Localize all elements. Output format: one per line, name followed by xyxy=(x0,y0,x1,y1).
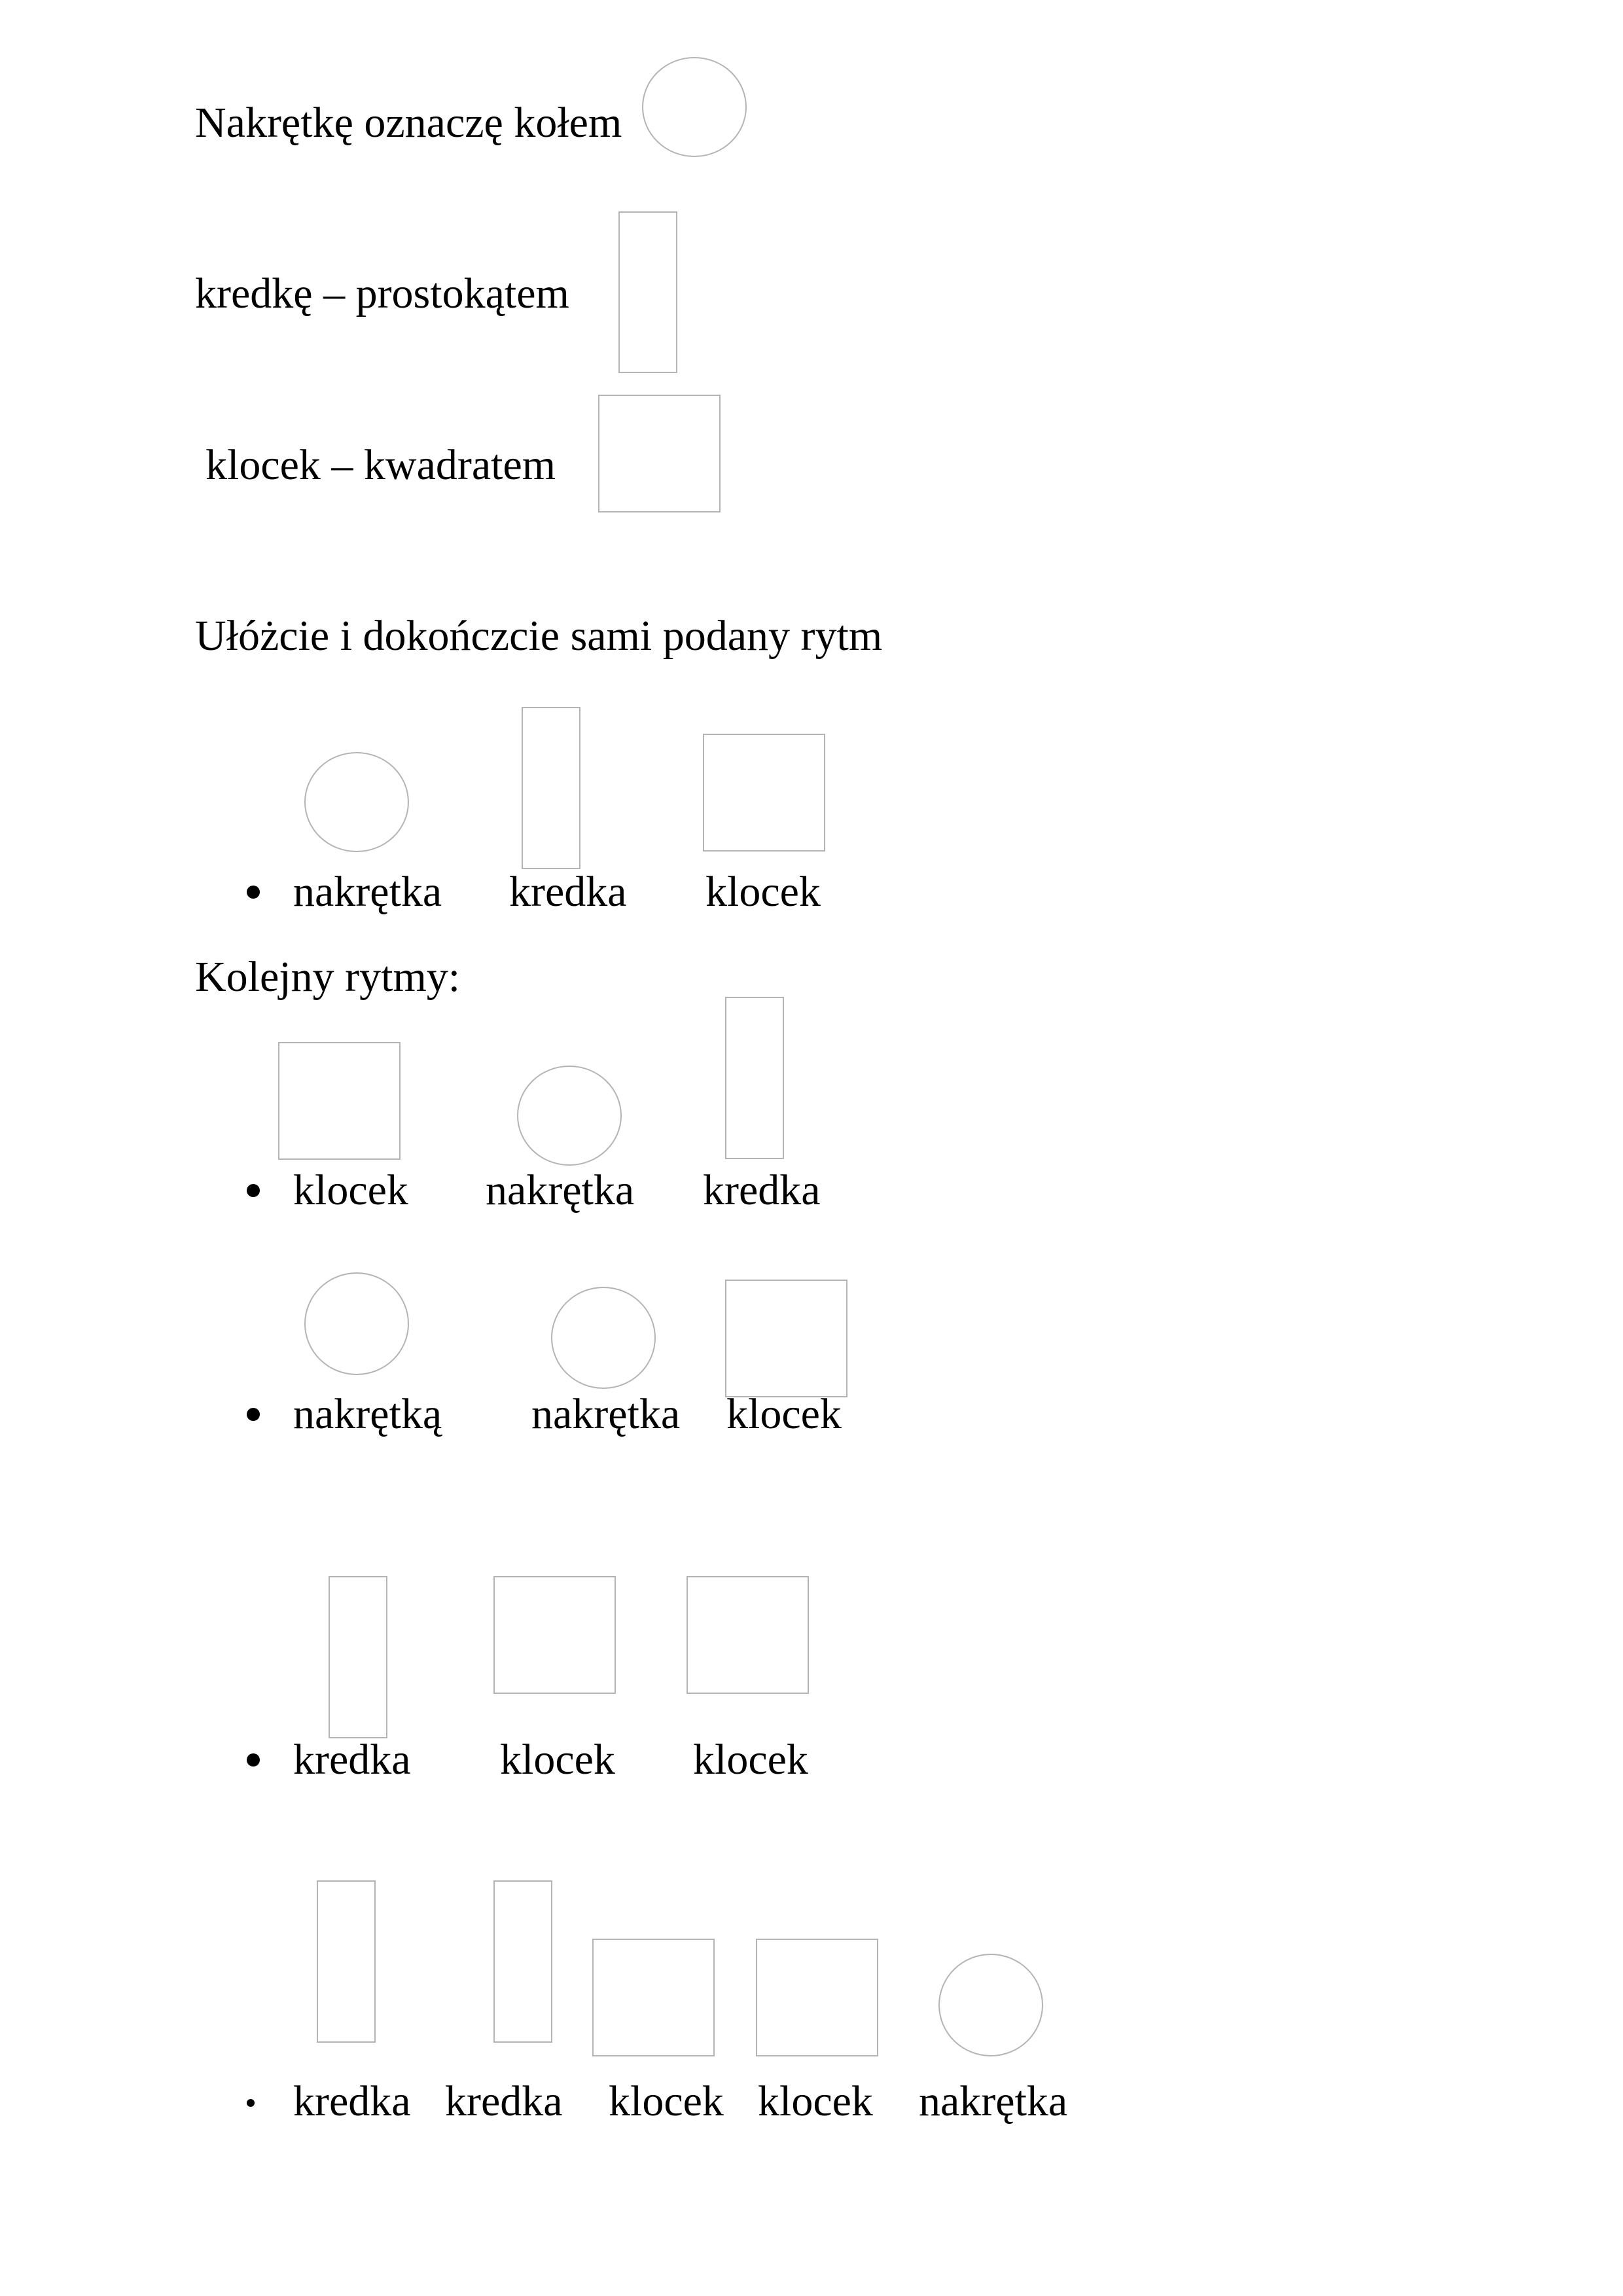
rhythm4-label: klocek xyxy=(693,1736,808,1784)
rhythm3-label: nakrętką xyxy=(293,1390,442,1438)
rhythm1-label: kredka xyxy=(509,868,627,916)
rhythm3-label: klocek xyxy=(726,1390,842,1438)
legend-rect-text: kredkę – prostokątem xyxy=(195,270,569,317)
rhythm2-label: klocek xyxy=(293,1166,408,1214)
rhythm5-label: kredka xyxy=(445,2077,563,2125)
circle-shape xyxy=(304,752,409,852)
legend-square-text: klocek – kwadratem xyxy=(205,441,556,489)
square-shape xyxy=(725,1280,847,1397)
next-heading: Kolejny rytmy: xyxy=(195,953,461,1001)
rhythm5-label: klocek xyxy=(758,2077,873,2125)
rhythm4-label: klocek xyxy=(500,1736,615,1784)
bullet xyxy=(247,1184,260,1197)
rhythm2-label: kredka xyxy=(703,1166,821,1214)
rhythm2-label: nakrętka xyxy=(486,1166,635,1214)
square-shape xyxy=(493,1576,616,1694)
rhythm3-label: nakrętka xyxy=(531,1390,681,1438)
rhythm1-label: nakrętka xyxy=(293,868,442,916)
square-shape xyxy=(703,734,825,852)
rectangle-shape xyxy=(493,1880,552,2043)
instruction-text: Ułóżcie i dokończcie sami podany rytm xyxy=(195,612,883,660)
rhythm5-label: nakrętka xyxy=(919,2077,1068,2125)
rectangle-shape xyxy=(329,1576,387,1738)
rectangle-shape xyxy=(618,211,677,373)
legend-circle-text: Nakrętkę oznaczę kołem xyxy=(195,99,622,147)
rectangle-shape xyxy=(725,997,784,1159)
square-shape xyxy=(756,1939,878,2056)
rhythm5-label: klocek xyxy=(609,2077,724,2125)
rectangle-shape xyxy=(522,707,580,869)
square-shape xyxy=(278,1042,401,1160)
bullet xyxy=(247,1408,260,1421)
rhythm4-label: kredka xyxy=(293,1736,411,1784)
rhythm1-label: klocek xyxy=(705,868,821,916)
circle-shape xyxy=(551,1287,656,1389)
bullet xyxy=(247,1753,260,1767)
bullet xyxy=(247,886,260,899)
square-shape xyxy=(592,1939,715,2056)
circle-shape xyxy=(938,1954,1043,2056)
rhythm5-label: kredka xyxy=(293,2077,411,2125)
circle-shape xyxy=(642,57,747,157)
circle-shape xyxy=(517,1066,622,1166)
square-shape xyxy=(598,395,721,512)
square-shape xyxy=(687,1576,809,1694)
rectangle-shape xyxy=(317,1880,376,2043)
bullet xyxy=(247,2099,255,2107)
circle-shape xyxy=(304,1272,409,1375)
